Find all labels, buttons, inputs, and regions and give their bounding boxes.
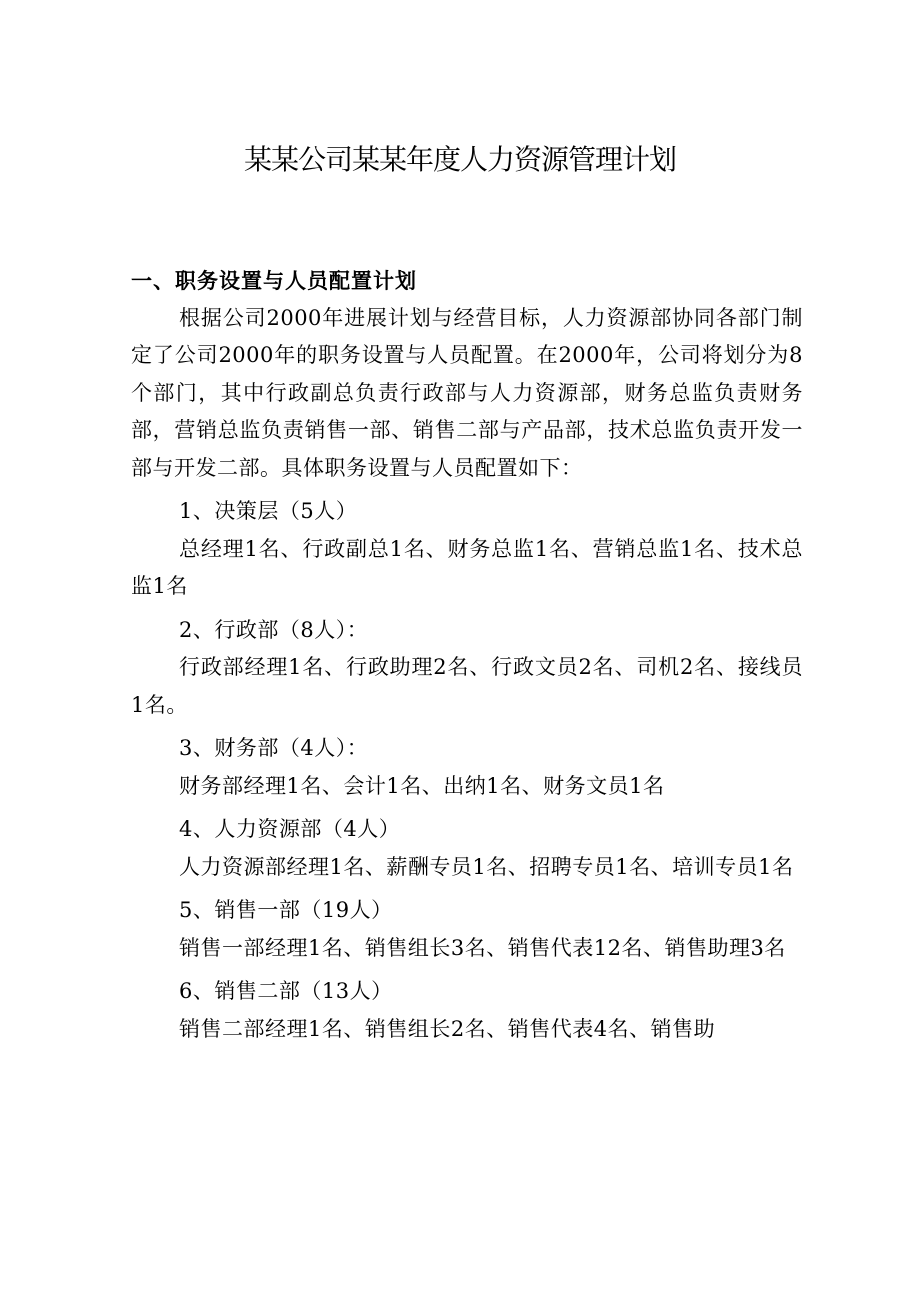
department-block-hr [131, 811, 803, 886]
department-heading: 6、销售二部（13人） [179, 979, 393, 1003]
department-detail: 销售二部经理1名、销售组长2名、销售代表4名、销售助 [179, 1016, 716, 1041]
section-heading: 一、职务设置与人员配置计划 [131, 268, 417, 293]
department-block-decision [131, 493, 803, 606]
department-block-admin [131, 612, 803, 725]
department-detail: 行政部经理1名、行政助理2名、行政文员2名、司机2名、接线员1名。 [131, 655, 803, 717]
department-block-finance [131, 730, 803, 805]
department-detail: 销售一部经理1名、销售组长3名、销售代表12名、销售助理3名 [179, 935, 786, 960]
document-body [131, 262, 803, 1052]
department-heading: 3、财务部（4人）： [179, 736, 369, 760]
intro-paragraph: 根据公司2000年进展计划与经营目标，人力资源部协同各部门制定了公司2000年的职务设置与人员配置。在2000年，公司将划分为8个部门，其中行政副总负责行政部与人力资源部，财务总监负责财务部，营销总监负责销售一部、销售二部与产品部，技术总监负责开发一部与开发二部。具体职务设置与人员配置如下： [131, 305, 803, 480]
department-heading: 4、人力资源部（4人） [179, 817, 401, 841]
department-heading: 2、行政部（8人）： [179, 617, 369, 642]
department-block-sales-2 [131, 973, 803, 1048]
document-title: 某某公司某某年度人力资源管理计划 [243, 143, 676, 176]
department-block-sales-1 [131, 892, 803, 967]
department-detail: 总经理1名、行政副总1名、财务总监1名、营销总监1名、技术总监1名 [131, 536, 803, 598]
department-detail: 人力资源部经理1名、薪酬专员1名、招聘专员1名、培训专员1名 [179, 854, 794, 879]
department-heading: 1、决策层（5人） [179, 499, 358, 523]
department-heading: 5、销售一部（19人） [179, 898, 393, 922]
department-detail: 财务部经理1名、会计1名、出纳1名、财务文员1名 [179, 773, 665, 798]
